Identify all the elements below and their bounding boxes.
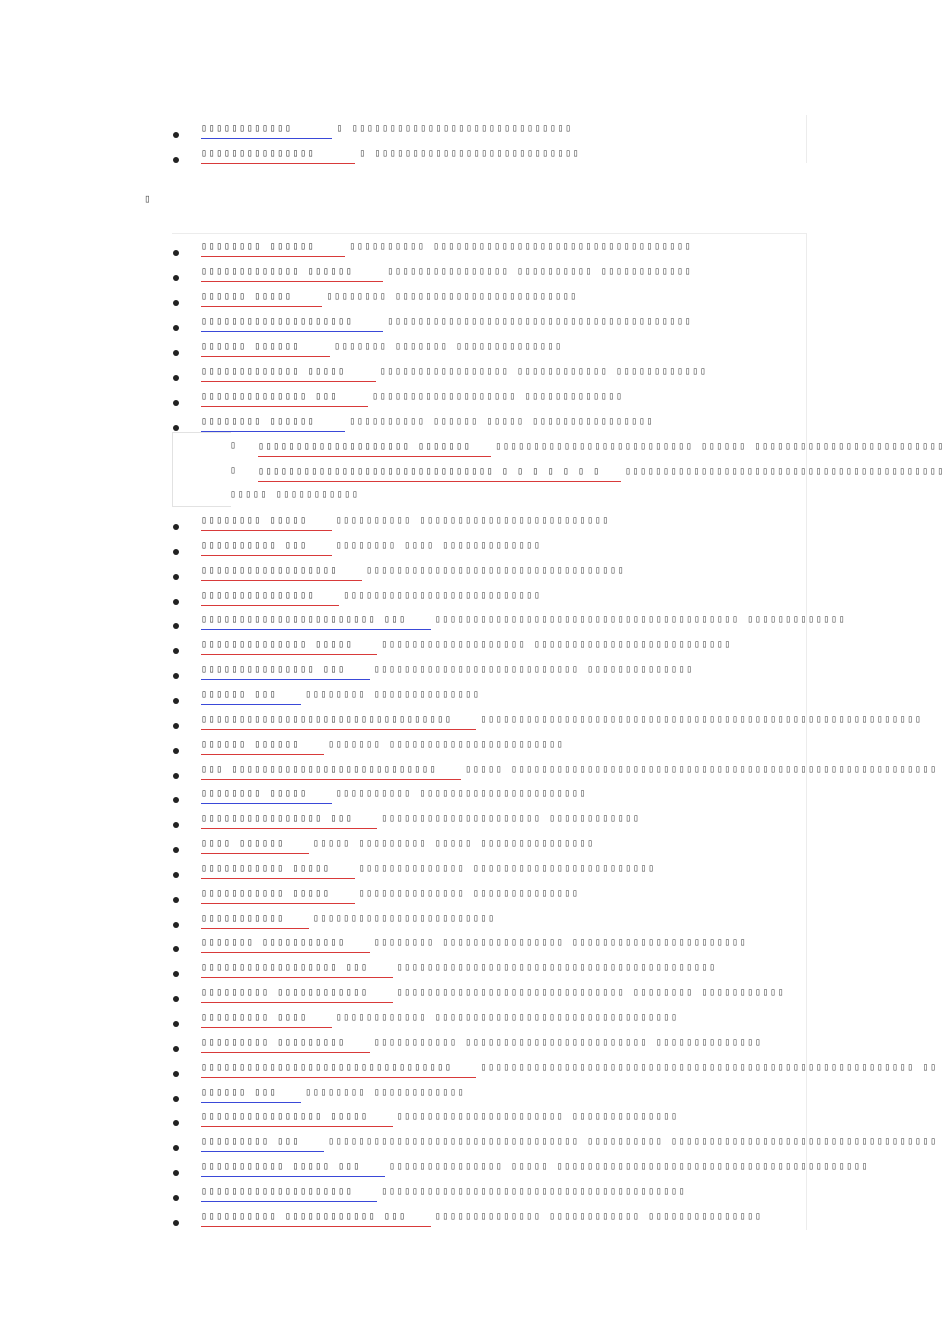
list-item-description: ▯▯▯▯▯▯▯▯▯▯▯▯▯▯▯▯▯▯▯▯▯▯▯▯ — [312, 912, 496, 924]
bullet-icon — [173, 897, 179, 903]
list-item-description: ▯▯▯▯▯▯▯▯▯▯ ▯▯▯▯▯▯▯▯▯▯▯▯▯▯▯▯▯▯▯▯▯▯▯▯▯▯▯▯▯▯▯▯▯▯ — [349, 241, 693, 252]
list-item — [0, 148, 950, 175]
list-item-description: ▯▯▯▯▯▯▯ ▯▯▯▯▯▯▯▯▯▯▯▯▯▯▯▯▯▯▯▯▯▯▯ — [328, 738, 565, 750]
list-item-link[interactable]: ▯▯▯▯▯▯▯▯▯▯▯ ▯▯▯▯▯ — [201, 887, 355, 904]
list-item-description: ▯▯▯▯▯▯▯▯▯▯▯▯▯▯▯▯▯▯▯▯▯▯▯▯▯▯ — [343, 589, 542, 601]
list-item-link[interactable]: ▯▯▯▯▯▯▯▯ ▯▯▯▯▯ — [201, 514, 332, 531]
bullet-icon — [173, 922, 179, 928]
stray-glyph: ▯ — [144, 192, 152, 205]
list-item-link[interactable]: ▯▯▯▯▯▯▯▯▯ ▯▯▯▯ — [201, 1011, 332, 1028]
list-item-link[interactable]: ▯▯▯▯▯▯▯▯▯▯▯▯▯▯▯▯▯▯▯▯▯▯▯ ▯▯▯ — [201, 613, 431, 630]
list-item-link[interactable]: ▯▯▯▯▯▯▯▯▯ ▯▯▯▯▯▯▯▯▯▯▯▯ — [201, 986, 393, 1003]
bullet-icon — [173, 275, 179, 281]
list-item-link[interactable]: ▯▯▯▯▯▯ ▯▯▯ — [201, 1086, 301, 1103]
list-item-description: ▯▯▯▯▯▯▯▯▯▯▯▯▯▯▯▯▯▯▯▯▯▯ ▯▯▯▯▯▯▯▯▯▯▯▯▯▯ — [396, 1111, 679, 1123]
list-item-description: ▯▯▯▯▯▯▯▯▯▯▯▯▯▯▯▯▯▯▯ ▯▯▯▯▯▯▯▯▯▯▯▯▯ — [372, 391, 624, 402]
bullet-icon — [173, 250, 179, 256]
bullet-icon — [173, 1170, 179, 1176]
list-item-link[interactable]: ▯▯▯▯▯▯▯▯▯▯▯▯▯▯▯▯ ▯▯▯ — [201, 812, 377, 829]
bullet-icon — [173, 549, 179, 555]
list-item-description: ▯▯▯▯▯▯▯▯ ▯▯▯▯▯▯▯▯▯▯▯▯ — [305, 1086, 466, 1098]
list-item-link[interactable]: ▯▯▯▯▯▯ ▯▯▯▯▯▯ — [201, 340, 330, 357]
bullet-icon — [173, 524, 179, 530]
list-item-link[interactable]: ▯▯▯▯▯▯▯▯ ▯▯▯▯▯ — [201, 787, 332, 804]
list-item-link[interactable]: ▯▯▯▯▯▯▯ ▯▯▯▯▯▯▯▯▯▯▯ — [201, 936, 370, 953]
list-item-link[interactable]: ▯▯▯▯▯▯▯▯▯▯▯▯▯▯▯▯▯▯▯▯▯▯▯▯▯▯▯▯▯▯▯ ▯ ▯ ▯ ▯ ▯ ▯ ▯ — [258, 465, 621, 482]
list-item-description: ▯▯▯▯▯▯▯▯ ▯▯▯▯▯▯▯▯▯▯▯▯▯▯▯▯ ▯▯▯▯▯▯▯▯▯▯▯▯▯▯▯▯▯▯▯▯▯▯▯ — [373, 937, 748, 949]
bullet-icon — [173, 157, 179, 163]
list-item-description: ▯▯▯▯▯▯▯▯▯▯▯▯▯▯▯▯▯▯▯▯▯▯▯▯▯▯▯▯▯▯▯▯▯▯▯▯▯▯▯▯▯▯▯▯▯▯▯▯▯▯▯▯▯▯▯▯▯▯ — [480, 713, 923, 725]
list-item-link[interactable]: ▯▯▯▯▯▯▯▯▯▯▯▯▯▯▯▯ ▯▯▯▯▯ — [201, 1110, 393, 1127]
list-item-description: ▯▯▯▯▯▯▯▯▯▯▯▯▯▯▯▯▯▯▯▯▯▯▯▯▯▯▯ ▯▯▯▯▯▯▯▯▯▯▯▯▯▯ — [373, 664, 694, 676]
list-item-link[interactable]: ▯▯▯▯▯▯▯▯▯▯▯▯▯▯▯▯▯▯ — [201, 564, 362, 581]
list-item-link[interactable]: ▯▯▯▯▯▯▯▯▯▯▯▯▯▯▯ — [201, 589, 339, 606]
list-item-description: ▯▯▯▯▯▯▯▯▯▯ ▯▯▯▯▯▯▯▯▯▯▯▯▯▯▯▯▯▯▯▯▯▯▯▯▯ — [335, 515, 611, 526]
bullet-icon — [173, 350, 179, 356]
list-item-description: ▯▯▯▯▯▯▯▯▯▯▯▯▯▯▯▯▯▯▯▯▯▯▯▯▯▯▯▯▯▯▯▯▯▯ — [366, 564, 626, 576]
list-item-link[interactable]: ▯▯▯▯▯▯ ▯▯▯▯▯▯ — [201, 738, 324, 755]
bullet-icon — [173, 673, 179, 679]
list-item-link[interactable]: ▯▯▯▯▯▯▯▯▯▯▯▯▯ ▯▯▯▯▯▯ — [201, 265, 383, 282]
list-item-description: ▯▯▯▯▯▯▯▯▯▯▯ ▯▯▯▯▯▯▯▯▯▯▯▯▯▯▯▯▯▯▯▯▯▯▯▯ ▯▯▯▯▯▯▯▯▯▯▯▯▯▯ — [373, 1036, 763, 1048]
list-item-link[interactable]: ▯▯▯▯▯▯▯▯▯▯▯▯▯▯ ▯▯▯▯▯ — [201, 638, 377, 655]
bullet-icon — [173, 1195, 179, 1201]
list-item-description: ▯▯▯▯▯▯▯▯▯▯▯▯▯▯▯ ▯▯▯▯▯ ▯▯▯▯▯▯▯▯▯▯▯▯▯▯▯▯▯▯▯▯▯▯▯▯▯▯▯▯▯▯▯▯▯▯▯▯▯▯▯▯▯ — [389, 1161, 870, 1173]
list-item-link[interactable]: ▯▯▯▯▯▯ ▯▯▯▯▯ — [201, 290, 322, 307]
bullet-icon — [173, 1120, 179, 1126]
list-item-link[interactable]: ▯▯▯▯▯▯▯▯▯▯▯▯▯▯▯ — [201, 147, 355, 164]
list-item-link[interactable]: ▯▯▯▯▯▯▯▯▯▯▯▯▯▯▯▯▯▯▯▯▯▯▯▯▯▯▯▯▯▯▯▯▯ — [201, 713, 476, 730]
list-item-description: ▯▯▯▯▯▯▯▯▯▯▯▯▯▯▯▯ ▯▯▯▯▯▯▯▯▯▯ ▯▯▯▯▯▯▯▯▯▯▯▯ — [387, 266, 693, 277]
list-item-link[interactable]: ▯▯▯▯▯▯ ▯▯▯ — [201, 688, 301, 705]
list-item-link[interactable]: ▯▯▯▯▯▯▯▯▯▯▯ — [201, 912, 309, 929]
list-item-link[interactable]: ▯▯▯▯▯▯▯▯▯▯▯▯ — [201, 122, 332, 139]
list-item-description: ▯▯▯▯▯▯▯▯▯▯ ▯▯▯▯▯▯▯▯▯▯▯▯▯▯▯▯▯▯▯▯▯▯ — [335, 788, 588, 800]
list-item-description: ▯▯▯▯▯▯▯▯ ▯▯▯▯▯▯▯▯▯▯▯▯▯▯▯▯▯▯▯▯▯▯▯▯ — [326, 291, 578, 302]
list-item-link[interactable]: ▯▯▯▯▯▯▯▯▯▯▯▯▯▯▯▯▯▯ ▯▯▯ — [201, 961, 393, 978]
list-item-link[interactable]: ▯▯▯▯▯▯▯▯ ▯▯▯▯▯▯ — [201, 240, 345, 257]
list-item-description: ▯▯▯▯▯▯▯▯▯▯ ▯▯▯▯▯▯ ▯▯▯▯▯ ▯▯▯▯▯▯▯▯▯▯▯▯▯▯▯▯ — [349, 416, 655, 427]
list-item-link[interactable]: ▯▯▯▯▯▯▯▯▯▯ ▯▯▯ — [201, 539, 332, 556]
list-item-link[interactable]: ▯▯▯▯▯▯▯▯▯▯▯▯▯▯▯▯▯▯▯▯ — [201, 1185, 377, 1202]
bullet-icon — [173, 425, 179, 431]
list-item-description: ▯▯▯▯▯▯▯ ▯▯▯▯▯▯▯ ▯▯▯▯▯▯▯▯▯▯▯▯▯▯ — [334, 341, 563, 352]
sub-list-frame — [172, 432, 231, 507]
list-item-description: ▯▯▯▯▯▯▯▯▯▯▯▯▯▯ ▯▯▯▯▯▯▯▯▯▯▯▯▯▯▯▯▯▯▯▯▯▯▯▯ — [358, 862, 656, 874]
bullet-icon — [173, 723, 179, 729]
bullet-icon — [173, 1046, 179, 1052]
list-item-link[interactable]: ▯▯▯▯▯▯▯▯▯▯▯ ▯▯▯▯▯ ▯▯▯ — [201, 1160, 385, 1177]
list-item-description: ▯▯▯▯▯▯▯▯▯▯▯▯▯▯▯▯▯▯▯▯▯▯▯▯▯▯▯▯▯▯▯▯▯▯▯▯▯▯▯▯ ▯▯▯▯▯▯▯▯▯▯▯▯▯ — [434, 614, 847, 626]
list-item-link[interactable]: ▯▯▯▯ ▯▯▯▯▯▯ — [201, 837, 309, 854]
list-item-link[interactable]: ▯▯▯▯▯▯▯▯▯▯ ▯▯▯▯▯▯▯▯▯▯▯▯ ▯▯▯ — [201, 1210, 431, 1227]
list-item-description: ▯▯▯▯▯▯▯▯▯▯▯▯▯▯▯▯▯▯▯▯▯▯▯▯▯▯▯▯▯▯▯▯▯▯▯▯▯▯▯▯▯▯ — [396, 962, 717, 974]
sub-item-marker: ▯ — [230, 440, 237, 451]
list-item-description: ▯▯▯▯▯▯▯▯▯▯▯▯▯▯▯▯▯▯▯▯▯▯▯▯▯▯▯▯▯▯▯▯▯▯▯▯▯▯▯▯▯▯ — [624, 466, 945, 477]
list-item — [0, 465, 950, 493]
list-item-description: ▯▯▯▯▯▯▯▯▯▯▯▯▯▯▯▯▯▯▯▯▯▯▯▯▯▯▯▯▯▯ ▯▯▯▯▯▯▯▯ ▯▯▯▯▯▯▯▯▯▯▯ — [396, 987, 786, 999]
list-item-description: ▯▯▯▯▯▯▯▯▯▯▯▯▯▯▯▯▯▯▯▯▯▯▯▯▯▯▯▯▯▯▯▯▯ ▯▯▯▯▯▯▯▯▯▯ ▯▯▯▯▯▯▯▯▯▯▯▯▯▯▯▯▯▯▯▯▯▯▯▯▯▯▯▯▯▯▯▯▯▯▯ — [328, 1136, 938, 1148]
list-item-description: ▯▯▯▯▯▯▯▯▯▯▯▯▯▯▯▯▯▯▯▯▯▯▯▯▯▯▯▯▯▯▯▯▯▯▯▯▯▯▯▯▯▯▯▯▯▯▯▯▯▯▯▯▯▯▯▯▯ ▯▯ — [480, 1061, 938, 1073]
bullet-icon — [173, 400, 179, 406]
list-item-link[interactable]: ▯▯▯▯▯▯▯▯ ▯▯▯▯▯▯ — [201, 415, 345, 432]
bullet-icon — [173, 1220, 179, 1226]
list-item-description: ▯▯▯▯▯▯▯▯▯▯▯▯▯▯▯▯▯▯▯ ▯▯▯▯▯▯▯▯▯▯▯▯▯▯▯▯▯▯▯▯▯▯▯▯▯▯ — [381, 639, 732, 651]
list-item-link[interactable]: ▯▯▯▯▯▯▯▯▯ ▯▯▯▯▯▯▯▯▯ — [201, 1036, 370, 1053]
list-item-link[interactable]: ▯▯▯▯▯▯▯▯▯▯▯▯▯▯▯▯▯▯▯▯ — [201, 315, 383, 332]
bullet-icon — [173, 599, 179, 605]
list-item — [0, 1210, 950, 1238]
list-item-link[interactable]: ▯▯▯ ▯▯▯▯▯▯▯▯▯▯▯▯▯▯▯▯▯▯▯▯▯▯▯▯▯▯▯ — [201, 763, 461, 780]
list-item-description: ▯ ▯▯▯▯▯▯▯▯▯▯▯▯▯▯▯▯▯▯▯▯▯▯▯▯▯▯▯ — [359, 148, 581, 159]
bullet-icon — [173, 1071, 179, 1077]
list-item-link[interactable]: ▯▯▯▯▯▯▯▯▯▯▯▯▯ ▯▯▯▯▯ — [201, 365, 376, 382]
list-item-description: ▯▯▯▯▯▯▯▯▯▯▯▯▯▯▯▯▯ ▯▯▯▯▯▯▯▯▯▯▯▯ ▯▯▯▯▯▯▯▯▯▯▯▯ — [379, 366, 708, 377]
bullet-icon — [173, 1096, 179, 1102]
list-item-link[interactable]: ▯▯▯▯▯▯▯▯▯▯▯▯▯▯▯▯▯▯▯▯▯▯▯▯▯▯▯▯▯▯▯▯▯ — [201, 1061, 476, 1078]
bullet-icon — [173, 325, 179, 331]
bullet-icon — [173, 698, 179, 704]
bullet-icon — [173, 574, 179, 580]
list-item-description: ▯▯▯▯▯▯▯▯▯▯▯▯▯▯ ▯▯▯▯▯▯▯▯▯▯▯▯ ▯▯▯▯▯▯▯▯▯▯▯▯▯▯▯ — [434, 1210, 763, 1222]
bullet-icon — [173, 946, 179, 952]
bullet-icon — [173, 648, 179, 654]
list-item-description: ▯ ▯▯▯▯▯▯▯▯▯▯▯▯▯▯▯▯▯▯▯▯▯▯▯▯▯▯▯▯▯ — [336, 123, 573, 134]
sub-item-marker: ▯ — [230, 465, 237, 476]
list-item-description: ▯▯▯▯▯▯▯▯▯▯▯▯▯▯▯▯▯▯▯▯▯▯▯▯▯▯ ▯▯▯▯▯▯ ▯▯▯▯▯▯▯▯▯▯▯▯▯▯▯▯▯▯▯▯▯▯▯▯▯ — [495, 441, 945, 452]
bullet-icon — [173, 1145, 179, 1151]
list-item-description: ▯▯▯▯▯▯▯▯▯▯▯▯▯▯ ▯▯▯▯▯▯▯▯▯▯▯▯▯▯ — [358, 887, 580, 899]
list-item-description: ▯▯▯▯▯▯▯▯▯▯▯▯▯▯▯▯▯▯▯▯▯ ▯▯▯▯▯▯▯▯▯▯▯▯ — [381, 813, 641, 825]
bullet-icon — [173, 797, 179, 803]
list-item-link[interactable]: ▯▯▯▯▯▯▯▯▯▯▯▯▯▯▯ ▯▯▯ — [201, 663, 370, 680]
list-item-description: ▯▯▯▯▯▯▯▯ ▯▯▯▯ ▯▯▯▯▯▯▯▯▯▯▯▯▯ — [335, 539, 542, 551]
list-item — [0, 1061, 950, 1089]
list-item-link[interactable]: ▯▯▯▯▯▯▯▯▯▯▯▯▯▯ ▯▯▯ — [201, 390, 368, 407]
list-item-description: ▯▯▯▯▯▯▯▯▯▯▯▯▯▯▯▯▯▯▯▯▯▯▯▯▯▯▯▯▯▯▯▯▯▯▯▯▯▯▯▯ — [387, 316, 693, 327]
sub-item-continuation: ▯▯▯▯▯ ▯▯▯▯▯▯▯▯▯▯▯ — [230, 489, 360, 500]
bullet-icon — [173, 748, 179, 754]
bullet-icon — [173, 132, 179, 138]
bullet-icon — [173, 822, 179, 828]
bullet-icon — [173, 872, 179, 878]
bullet-icon — [173, 996, 179, 1002]
bullet-icon — [173, 847, 179, 853]
bullet-icon — [173, 773, 179, 779]
list-item-link[interactable]: ▯▯▯▯▯▯▯▯▯▯▯▯▯▯▯▯▯▯▯▯ ▯▯▯▯▯▯▯ — [258, 440, 491, 457]
bullet-icon — [173, 300, 179, 306]
list-item-link[interactable]: ▯▯▯▯▯▯▯▯▯▯▯ ▯▯▯▯▯ — [201, 862, 355, 879]
list-item-description: ▯▯▯▯▯ ▯▯▯▯▯▯▯▯▯▯▯▯▯▯▯▯▯▯▯▯▯▯▯▯▯▯▯▯▯▯▯▯▯▯▯▯▯▯▯▯▯▯▯▯▯▯▯▯▯▯▯▯▯▯▯▯ — [465, 763, 938, 775]
bullet-icon — [173, 1021, 179, 1027]
bullet-icon — [173, 971, 179, 977]
list-item-link[interactable]: ▯▯▯▯▯▯▯▯▯ ▯▯▯ — [201, 1135, 324, 1152]
list-item-description: ▯▯▯▯▯ ▯▯▯▯▯▯▯▯▯ ▯▯▯▯▯ ▯▯▯▯▯▯▯▯▯▯▯▯▯▯▯ — [312, 838, 595, 850]
list-item-description: ▯▯▯▯▯▯▯▯▯▯▯▯ ▯▯▯▯▯▯▯▯▯▯▯▯▯▯▯▯▯▯▯▯▯▯▯▯▯▯▯▯▯▯▯▯ — [335, 1012, 679, 1023]
bullet-icon — [173, 623, 179, 629]
list-item-description: ▯▯▯▯▯▯▯▯ ▯▯▯▯▯▯▯▯▯▯▯▯▯▯ — [305, 688, 481, 700]
list-item-description: ▯▯▯▯▯▯▯▯▯▯▯▯▯▯▯▯▯▯▯▯▯▯▯▯▯▯▯▯▯▯▯▯▯▯▯▯▯▯▯▯ — [381, 1185, 687, 1197]
bullet-icon — [173, 375, 179, 381]
